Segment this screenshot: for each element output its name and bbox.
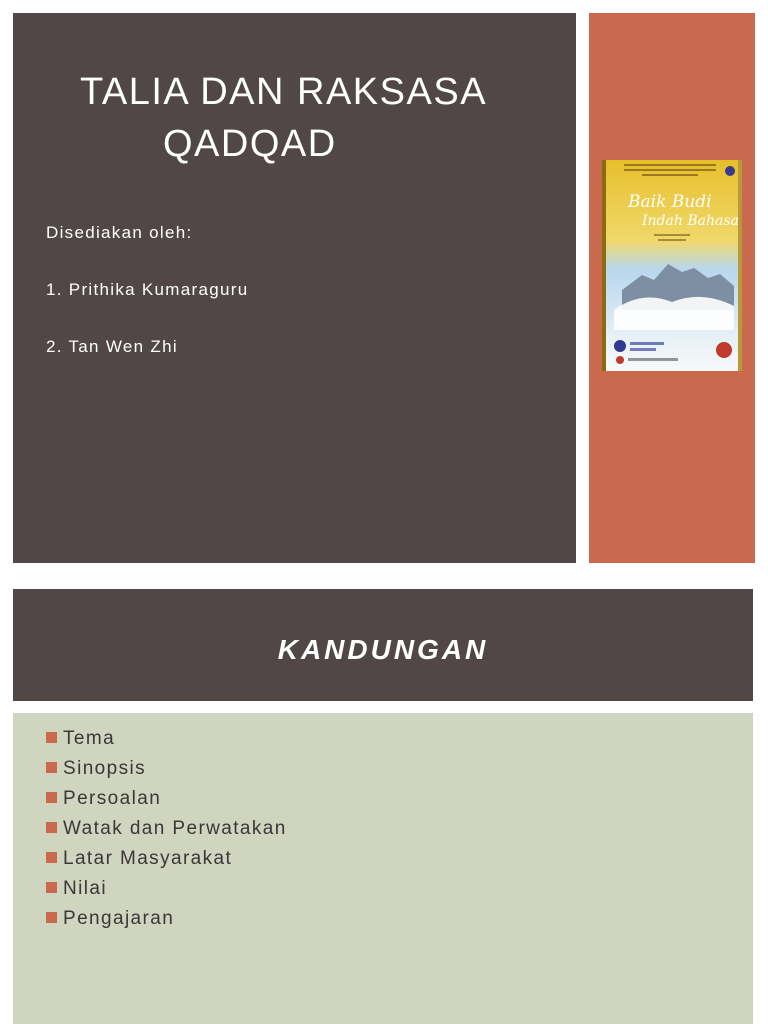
list-item-label: Sinopsis [63,758,147,779]
square-bullet-icon [46,732,57,743]
svg-text:Indah Bahasa: Indah Bahasa [642,213,739,229]
contents-list [13,713,753,1024]
prepared-by-label: Disediakan oleh: [46,223,193,242]
square-bullet-icon [46,912,57,923]
list-item-label: Nilai [63,878,107,899]
contents-header [13,589,753,701]
list-item-label: Latar Masyarakat [63,848,233,869]
slide-title-line-1: TALIA DAN RAKSASA [80,71,488,113]
list-item-label: Tema [63,728,116,749]
book-cover-illustration [602,160,742,371]
author-1: 1. Prithika Kumaraguru [46,280,249,299]
list-item-label: Pengajaran [63,908,175,929]
square-bullet-icon [46,822,57,833]
square-bullet-icon [46,852,57,863]
list-item-label: Watak dan Perwatakan [63,818,287,839]
square-bullet-icon [46,792,57,803]
svg-text:Baik Budi: Baik Budi [628,192,712,212]
square-bullet-icon [46,882,57,893]
square-bullet-icon [46,762,57,773]
book-cover-image [602,160,742,371]
title-slide [13,13,576,563]
author-2: 2. Tan Wen Zhi [46,337,178,356]
contents-heading: KANDUNGAN [277,634,489,665]
list-item-label: Persoalan [63,788,162,809]
slide-title-line-2: QADQAD [163,123,337,165]
